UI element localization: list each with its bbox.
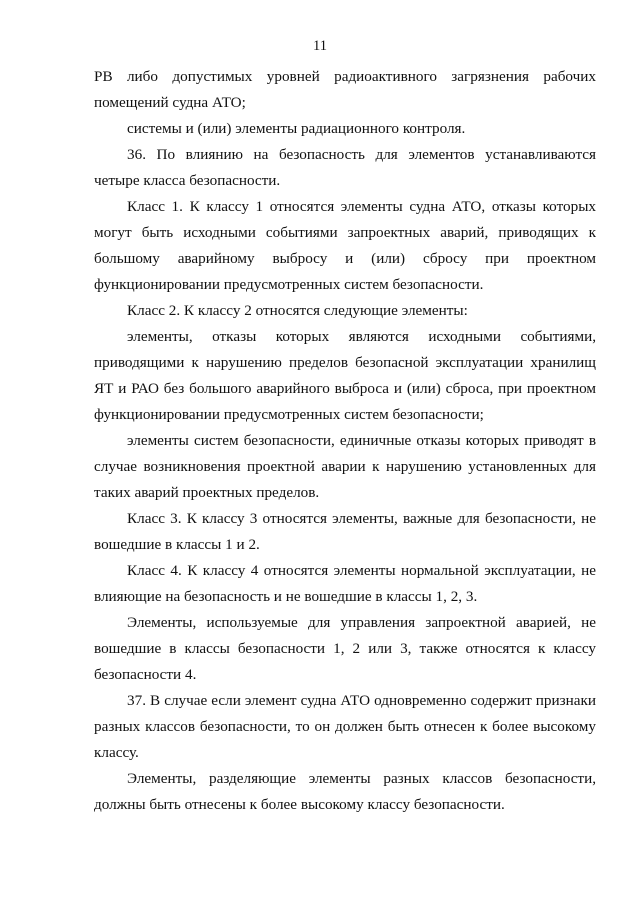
paragraph-class-2-item-1: элементы, отказы которых являются исходными событиями, приводящими к нарушению пределов безопасной эксплуатации хранилищ ЯТ и РАО без большого аварийного выброса и (или) сброса, при проектном функционировании предусмотренных систем безопасности; (94, 328, 596, 423)
paragraph-class-1: Класс 1. К классу 1 относятся элементы судна АТО, отказы которых могут быть исходными событиями запроектных аварий, приводящих к большому аварийному выбросу и (или) сбросу при проектном функционировании предусмотренных систем безопасности. (94, 198, 596, 293)
paragraph-class-2: Класс 2. К классу 2 относятся следующие элементы: (127, 302, 468, 319)
paragraph-class-4: Класс 4. К классу 4 относятся элементы нормальной эксплуатации, не влияющие на безопасность и не вошедшие в классы 1, 2, 3. (94, 562, 596, 605)
paragraph-continuation: РВ либо допустимых уровней радиоактивного загрязнения рабочих помещений судна АТО; (94, 68, 596, 111)
document-body (94, 64, 596, 818)
paragraph-class-3: Класс 3. К классу 3 относятся элементы, важные для безопасности, не вошедшие в классы 1 и 2. (94, 510, 596, 553)
paragraph-class-2-item-2: элементы систем безопасности, единичные отказы которых приводят в случае возникновения проектной аварии к нарушению установленных для таких аварий проектных пределов. (94, 432, 596, 501)
page-number: 11 (313, 38, 327, 54)
paragraph-37: 37. В случае если элемент судна АТО одновременно содержит признаки разных классов безопасности, то он должен быть отнесен к более высокому классу. (94, 692, 596, 761)
paragraph-36: 36. По влиянию на безопасность для элементов устанавливаются четыре класса безопасности. (94, 146, 596, 189)
paragraph-separating-elements: Элементы, разделяющие элементы разных классов безопасности, должны быть отнесены к более высокому классу безопасности. (94, 770, 596, 813)
paragraph-radiation-control: системы и (или) элементы радиационного контроля. (127, 120, 466, 137)
paragraph-beyond-design-elements: Элементы, используемые для управления запроектной аварией, не вошедшие в классы безопасности 1, 2 или 3, также относятся к классу безопасности 4. (94, 614, 596, 683)
